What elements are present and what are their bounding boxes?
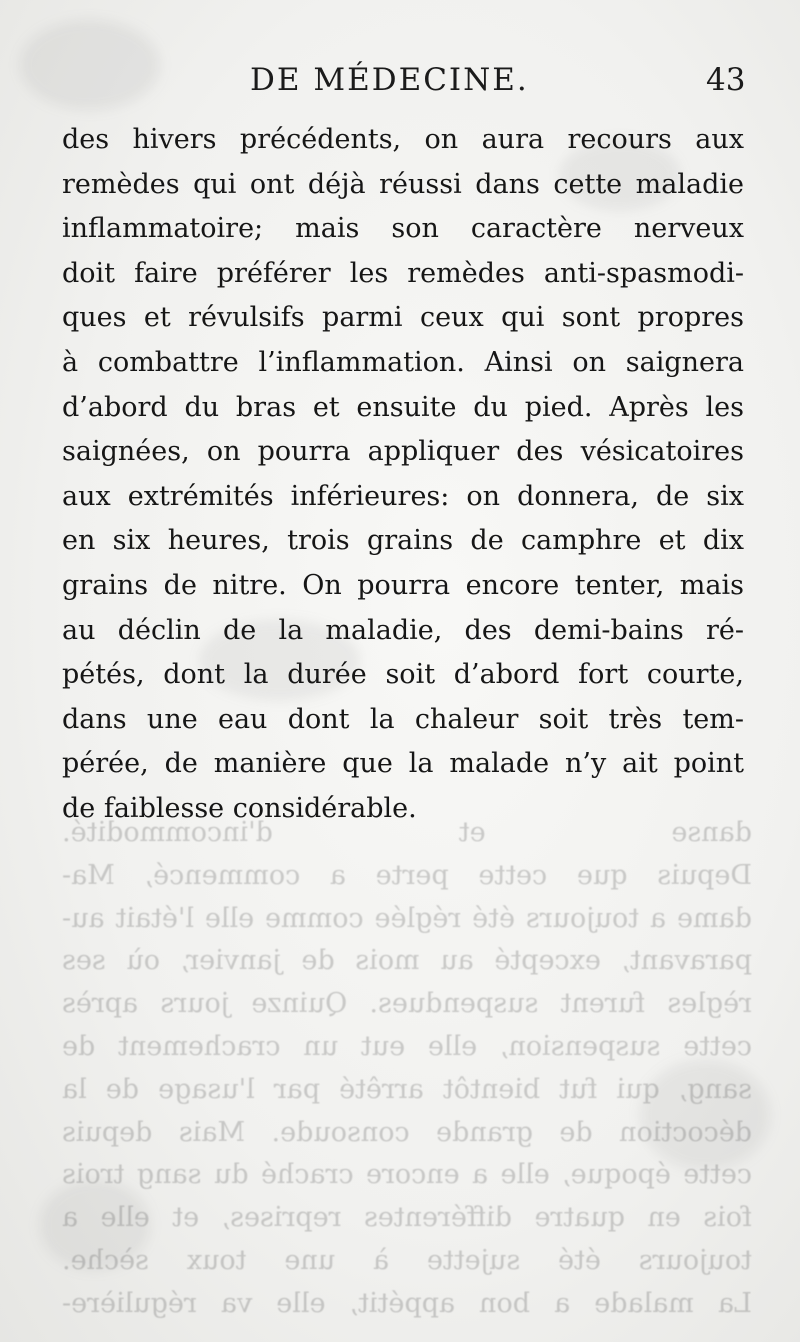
text-line: saignées, on pourra appliquer des vésicatoires — [62, 436, 744, 468]
show-through-text — [62, 812, 752, 1326]
show-through-line: danse et d'incommodité. — [62, 817, 752, 848]
page-header — [0, 62, 800, 112]
text-line: inflammatoire; mais son caractère nerveux — [62, 213, 744, 245]
running-title: DE MÉDECINE. — [250, 62, 529, 98]
text-line: d’abord du bras et ensuite du pied. Après les — [62, 391, 744, 423]
show-through-line: sang, qui fut bientôt arrêté par l'usage de la — [62, 1073, 752, 1105]
show-through-line: décoction de grande consoude. Mais depuis — [62, 1116, 752, 1148]
text-line: en six heures, trois grains de camphre et dix — [62, 525, 744, 557]
page-number: 43 — [706, 62, 746, 98]
text-line: de faiblesse considérable. — [62, 792, 417, 824]
text-line: grains de nitre. On pourra encore tenter, mais — [62, 569, 744, 601]
text-line: au déclin de la maladie, des demi-bains ré- — [62, 614, 744, 646]
show-through-line: toujours été sujette à une toux sèche. — [62, 1244, 752, 1276]
show-through-line: Depuis que cette perte a commencé, Ma- — [62, 859, 752, 891]
show-through-line: cette époque, elle a encore craché du sang trois — [62, 1159, 752, 1191]
text-line: dans une eau dont la chaleur soit très tem- — [62, 703, 744, 735]
show-through-line: règles furent suspendues. Quinze jours après — [62, 988, 752, 1020]
text-line: à combattre l’inflammation. Ainsi on saignera — [62, 346, 744, 378]
show-through-line: La malade a bon appétit, elle va régulière- — [62, 1287, 752, 1319]
show-through-line: paravant, excepté au mois de janvier, où ses — [62, 945, 752, 977]
text-line: des hivers précédents, on aura recours aux — [62, 124, 744, 155]
show-through-line: cette suspension, elle eut un crachement de — [62, 1030, 752, 1062]
text-line: pétés, dont la durée soit d’abord fort courte, — [62, 659, 744, 691]
show-through-line: dame a toujours été réglée comme elle l'était au- — [62, 902, 752, 934]
text-line: ques et révulsifs parmi ceux qui sont propres — [62, 302, 744, 334]
body-text — [62, 118, 744, 832]
text-line: remèdes qui ont déjà réussi dans cette maladie — [62, 168, 744, 200]
text-line: aux extrémités inférieures: on donnera, de six — [62, 480, 744, 512]
text-line: doit faire préférer les remèdes anti-spasmodi- — [62, 257, 744, 289]
show-through-line: fois en quatre différentes reprises, et elle a — [62, 1202, 752, 1234]
text-line: pérée, de manière que la malade n’y ait point — [62, 748, 744, 780]
